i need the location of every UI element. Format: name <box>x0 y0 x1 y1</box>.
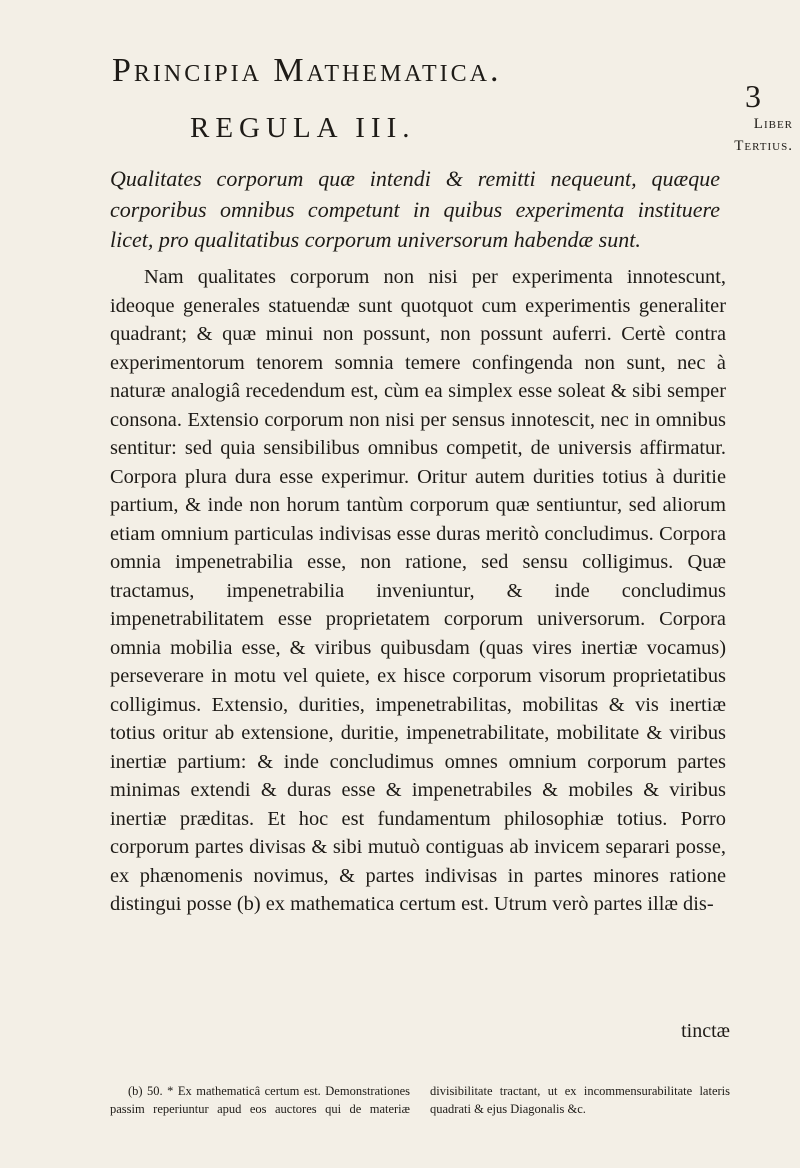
page-number: 3 <box>745 78 761 114</box>
body-paragraph: Nam qualitates corporum non nisi per experimenta innotescunt, ideoque generales statuendæ sunt quotquot cum experimentis generaliter quadrant; & quæ minui non possunt, non possunt auferri. Certè contra experimentorum tenorem somnia temere confingenda non sunt, nec à naturæ analogiâ recedendum est, cùm ea simplex esse soleat & sibi semper consona. Extensio corporum non nisi per sensus innotescit, nec in omnibus sentitur: sed quia sensibilibus omnibus competit, de universis affirmatur. Corpora plura dura esse experimur. Oritur autem durities totius à duritie partium, & inde non horum tantùm corporum quæ sentiuntur, sed aliorum etiam omnium particulas indivisas esse duras meritò concludimus. Corpora omnia impenetrabilia esse, non ratione, sed sensu colligimus. Quæ tractamus, impenetrabilia inveniuntur, & inde concludimus impenetrabilitatem esse proprietatem corporum universorum. Corpora omnia mobilia esse, & viribus quibusdam (quas vires inertiæ vocamus) perseverare in motu vel quiete, ex hisce corporum visorum proprietatibus colligimus. Extensio, durities, impenetrabilitas, mobilitas & vis inertiæ totius oritur ab extensione, duritie, impenetrabilitate, mobilitate & viribus inertiæ partium: & inde concludimus omnes omnium corporum partes minimas extendi & duras esse & impenetrabiles & mobiles & viribus inertiæ præditas. Et hoc est fundamentum philosophiæ totius. Porro corporum partes divisas & sibi mutuò contiguas ab invicem separari posse, ex phænomenis novimus, & partes indivisas in partes minores ratione distingui posse (b) ex mathematica certum est. Utrum verò partes illæ dis- <box>110 266 726 915</box>
footnote: (b) 50. * Ex mathematicâ certum est. Demonstrationes passim reperiuntur apud eos auctores qui de materiæ divisibilitate tractant, ut ex incommensurabilitate lateris quadrati & ejus Diagonalis &c. <box>110 1084 730 1116</box>
rule-statement: Qualitates corporum quæ intendi & remitti nequeunt, quæque corporibus omnibus competunt in quibus experimenta instituere licet, pro qualitatibus corporum universorum habendæ sunt. <box>110 166 720 252</box>
side-title-line2: Tertius. <box>734 138 793 154</box>
catchword: tinctæ <box>681 1020 730 1042</box>
footnotes <box>110 1082 730 1118</box>
side-title <box>713 113 793 157</box>
section-title: REGULA III. <box>190 112 416 144</box>
running-head: Principia Mathematica. <box>112 52 502 89</box>
body-text <box>110 263 726 919</box>
side-title-line1: Liber <box>753 116 793 132</box>
